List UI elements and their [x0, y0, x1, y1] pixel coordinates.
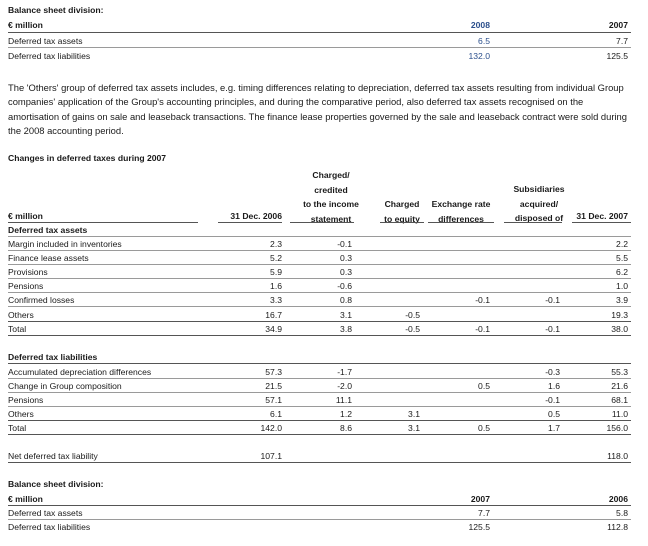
liability-row-cell: 3.1 [408, 409, 420, 419]
liability-total-cell: 1.7 [548, 423, 560, 433]
top-year-current: 2008 [470, 20, 490, 30]
liability-row-cell: 57.3 [265, 367, 282, 377]
header-underline [380, 222, 424, 223]
divider [8, 434, 631, 435]
asset-row-cell: 2.2 [616, 239, 628, 249]
divider [8, 378, 631, 379]
liability-total-cell: 8.6 [340, 423, 352, 433]
asset-total-cell: -0.5 [405, 324, 420, 334]
divider [8, 420, 631, 421]
bottom-row-label: Deferred tax assets [8, 508, 83, 518]
liability-row-cell: 6.1 [270, 409, 282, 419]
divider [8, 363, 631, 364]
top-division-heading: Balance sheet division: [8, 5, 104, 15]
asset-row-cell: -0.1 [475, 295, 490, 305]
asset-total-label: Total [8, 324, 27, 334]
asset-row-cell: 5.2 [270, 253, 282, 263]
col-header-line: to equity [384, 213, 420, 224]
bottom-row-value: 112.8 [607, 522, 628, 532]
col-header-line: acquired/ [519, 198, 559, 209]
top-division-unit: € million [8, 20, 43, 30]
header-underline [218, 222, 282, 223]
col-header-subsidiaries [504, 182, 574, 226]
liabilities-heading: Deferred tax liabilities [8, 352, 98, 362]
divider [8, 250, 631, 251]
liability-row-cell: 57.1 [265, 395, 282, 405]
asset-row-cell: 16.7 [265, 310, 282, 320]
header-underline [290, 222, 354, 223]
col-header-line: Charged [384, 199, 420, 209]
asset-row-cell: 0.8 [340, 295, 352, 305]
liability-row-label: Pensions [8, 395, 44, 405]
net-liability-cell: 107.1 [260, 451, 282, 461]
net-liability-cell: 118.0 [607, 451, 628, 461]
liability-row-cell: 21.5 [265, 381, 282, 391]
divider [8, 392, 631, 393]
net-liability-label: Net deferred tax liability [8, 451, 98, 461]
asset-row-cell: -0.6 [337, 281, 352, 291]
col-header-line: Charged/ [312, 170, 350, 180]
top-year-previous: 2007 [608, 20, 628, 30]
changes-title: Changes in deferred taxes during 2007 [8, 153, 167, 163]
header-underline [428, 222, 494, 223]
divider [8, 278, 631, 279]
bottom-year-previous: 2006 [608, 494, 628, 504]
asset-total-cell: -0.1 [545, 324, 560, 334]
asset-row-label: Margin included in inventories [8, 239, 122, 249]
col-header-income-statement [290, 168, 372, 226]
liability-row-cell: -2.0 [337, 381, 352, 391]
asset-row-cell: 2.3 [270, 239, 282, 249]
asset-row-cell: 0.3 [340, 267, 352, 277]
liability-row-cell: 68.1 [611, 395, 628, 405]
assets-heading: Deferred tax assets [8, 225, 88, 235]
col-header-line: differences [438, 213, 484, 224]
asset-row-cell: 1.6 [270, 281, 282, 291]
asset-row-cell: 0.3 [340, 253, 352, 263]
liability-row-cell: -0.3 [545, 367, 560, 377]
asset-total-cell: 38.0 [611, 324, 628, 334]
header-underline [572, 222, 631, 223]
asset-row-cell: -0.1 [545, 295, 560, 305]
divider [8, 335, 631, 336]
liability-row-cell: -0.1 [545, 395, 560, 405]
divider [8, 292, 631, 293]
liability-row-cell: 11.1 [335, 395, 352, 405]
top-row-value: 125.5 [606, 51, 628, 61]
asset-row-label: Provisions [8, 267, 48, 277]
col-header-line: Exchange rate [431, 199, 491, 209]
bottom-division-heading: Balance sheet division: [8, 479, 104, 489]
col-header-line: to the income [303, 199, 359, 209]
liability-total-cell: 0.5 [478, 423, 490, 433]
divider [8, 32, 631, 33]
liability-row-cell: 1.6 [548, 381, 560, 391]
top-row-label: Deferred tax liabilities [8, 51, 91, 61]
liability-row-label: Others [8, 409, 34, 419]
col-header-line: Subsidiaries [513, 184, 565, 194]
asset-row-label: Confirmed losses [8, 295, 75, 305]
col-header-line: disposed of [514, 213, 564, 223]
liability-row-cell: 11.0 [611, 409, 628, 419]
liability-row-cell: 21.6 [611, 381, 628, 391]
liability-row-cell: 0.5 [548, 409, 560, 419]
col-header-line: statement [310, 213, 352, 224]
col-header-dec-2007: 31 Dec. 2007 [576, 211, 628, 221]
liability-total-label: Total [8, 423, 27, 433]
asset-row-label: Others [8, 310, 34, 320]
liability-row-cell: 55.3 [611, 367, 628, 377]
asset-row-label: Finance lease assets [8, 253, 89, 263]
liability-total-cell: 3.1 [408, 423, 420, 433]
bottom-row-label: Deferred tax liabilities [8, 522, 91, 532]
asset-total-cell: -0.1 [475, 324, 490, 334]
asset-row-cell: -0.5 [405, 310, 420, 320]
liability-row-label: Change in Group composition [8, 381, 122, 391]
divider [8, 519, 631, 520]
top-row-value: 7.7 [616, 36, 628, 46]
asset-total-cell: 34.9 [265, 324, 282, 334]
asset-row-cell: 3.1 [340, 310, 352, 320]
asset-row-label: Pensions [8, 281, 44, 291]
asset-row-cell: 3.3 [270, 295, 282, 305]
header-underline [504, 222, 562, 223]
asset-row-cell: 3.9 [616, 295, 628, 305]
liability-row-cell: -1.7 [337, 367, 352, 377]
col-header-line: credited [314, 184, 348, 195]
divider [8, 406, 631, 407]
bottom-division-unit: € million [8, 494, 43, 504]
divider [8, 462, 631, 463]
asset-row-cell: 19.3 [611, 310, 628, 320]
divider [8, 505, 631, 506]
top-row-value: 6.5 [478, 36, 490, 46]
changes-unit: € million [8, 211, 43, 221]
divider [8, 306, 631, 307]
asset-row-cell: 5.5 [616, 253, 628, 263]
divider [8, 264, 631, 265]
asset-row-cell: 5.9 [270, 267, 282, 277]
asset-row-cell: -0.1 [337, 239, 352, 249]
asset-row-cell: 6.2 [616, 267, 628, 277]
top-row-value: 132.0 [468, 51, 490, 61]
top-row-label: Deferred tax assets [8, 36, 83, 46]
col-header-dec-2006: 31 Dec. 2006 [230, 211, 282, 221]
liability-total-cell: 156.0 [606, 423, 628, 433]
liability-row-cell: 1.2 [340, 409, 352, 419]
bottom-year-current: 2007 [470, 494, 490, 504]
asset-row-cell: 1.0 [616, 281, 628, 291]
liability-total-cell: 142.0 [260, 423, 282, 433]
divider [8, 47, 631, 48]
header-underline [8, 222, 198, 223]
divider [8, 321, 631, 322]
bottom-row-value: 125.5 [468, 522, 490, 532]
bottom-row-value: 7.7 [478, 508, 490, 518]
liability-row-cell: 0.5 [478, 381, 490, 391]
liability-row-label: Accumulated depreciation differences [8, 367, 152, 377]
bottom-row-value: 5.8 [616, 508, 628, 518]
asset-total-cell: 3.8 [340, 324, 352, 334]
divider [8, 236, 631, 237]
explanatory-paragraph: The 'Others' group of deferred tax assets includes, e.g. timing differences relating to depreciation, deferred tax assets resulting from individual Group companies' application of the Group's accounting principles, and during the comparative period, also deferred tax assets recognised on the amortisation of gains on sale and leaseback transactions. The finance lease properties governed by the sale and leaseback contract were sold during the 2008 accounting period. [8, 82, 627, 136]
